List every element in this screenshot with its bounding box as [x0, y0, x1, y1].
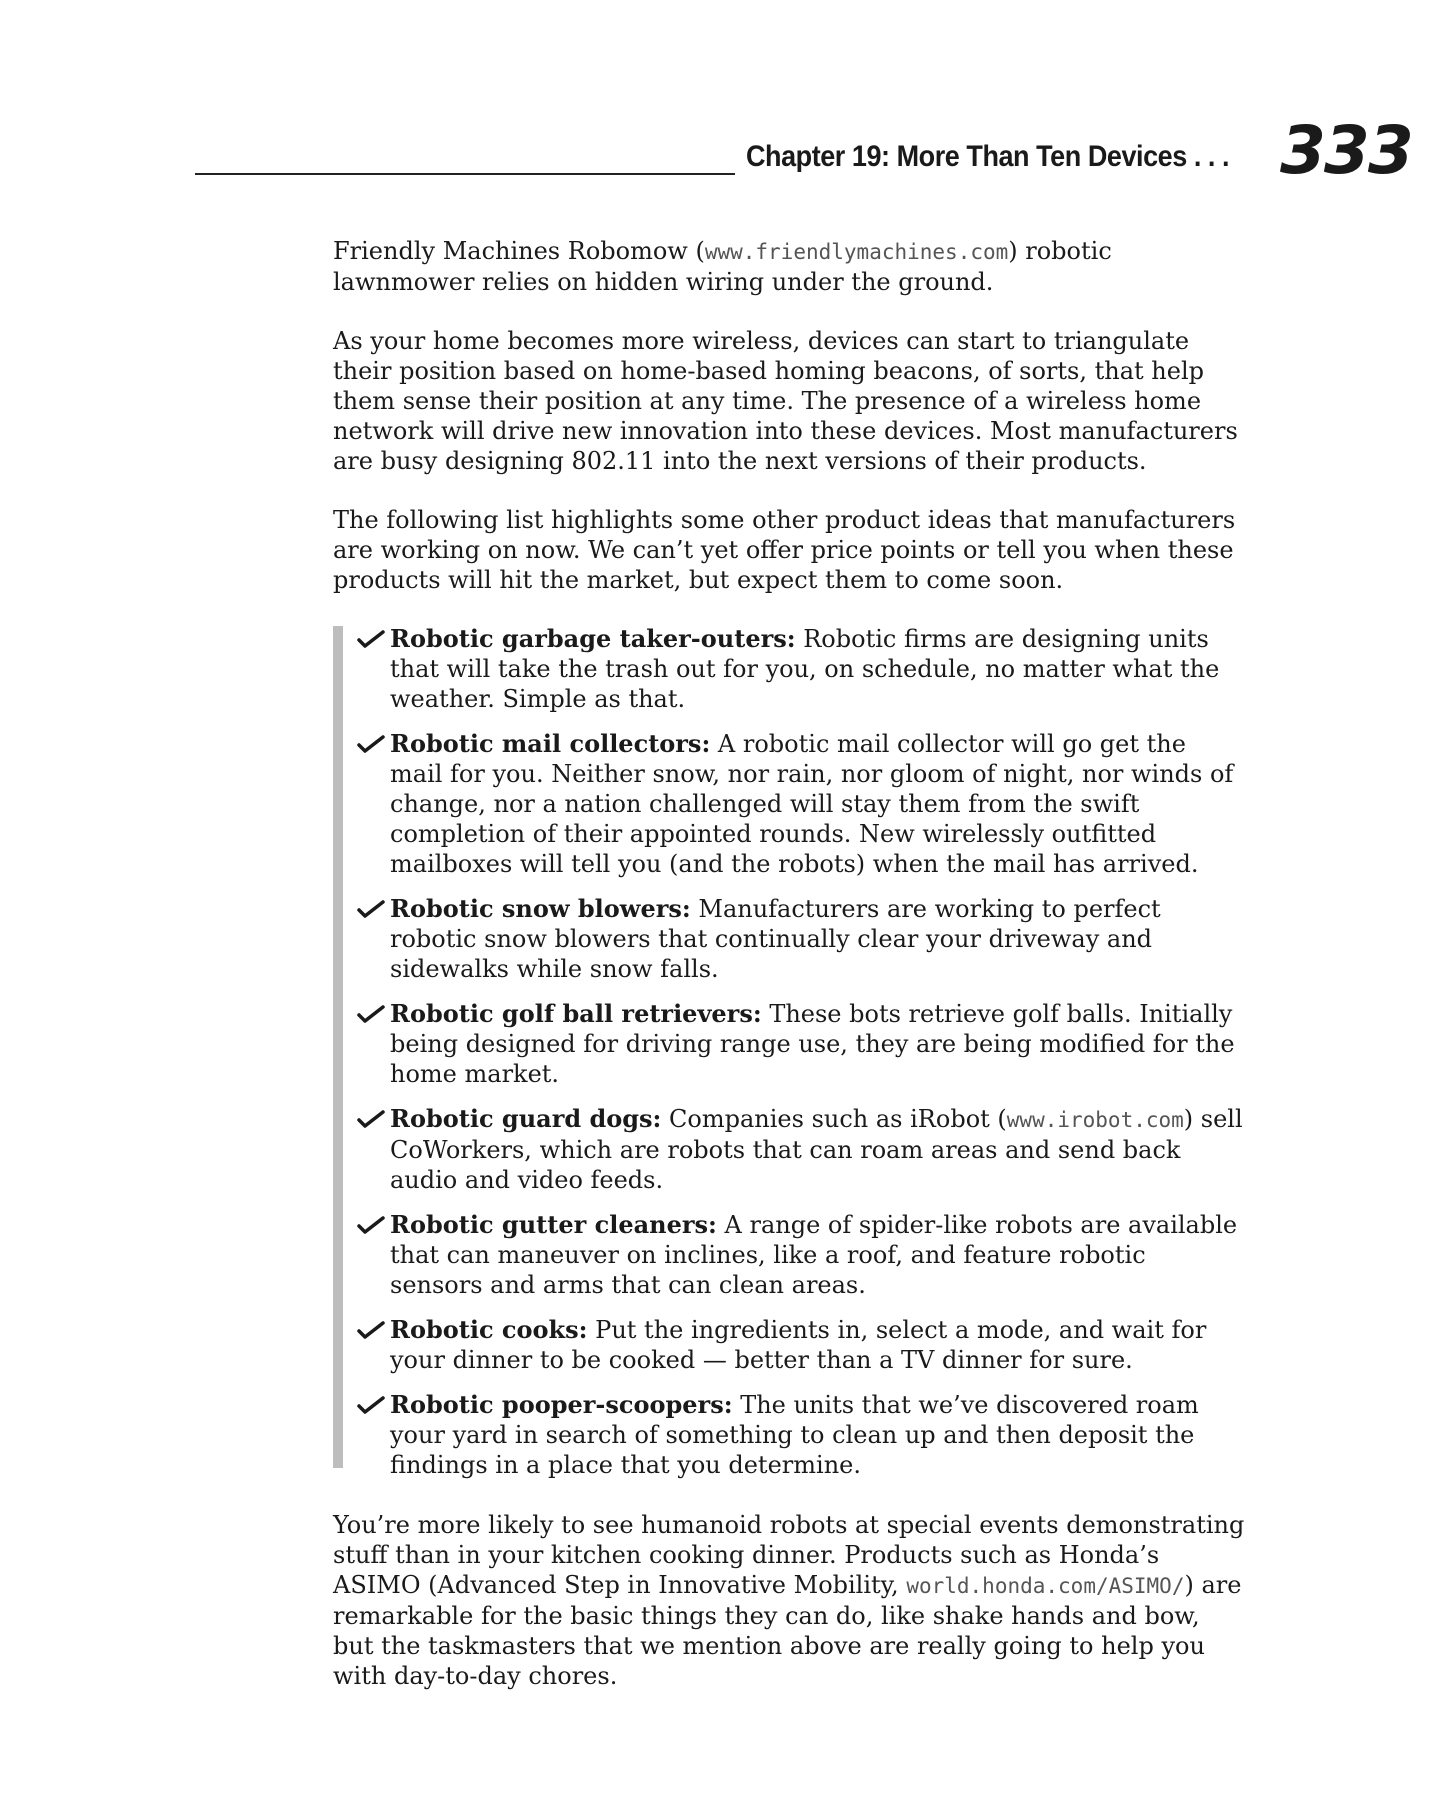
- bullet-text: Robotic firms are designing units that will take the trash out for you, on schedule, no matter what the weather. Simple as that.: [390, 625, 1220, 713]
- closing-text-1: You’re more likely to see humanoid robots at special events demonstrating stuff than in your kitchen cooking dinner. Products such as Honda’s ASIMO (Advanced Step in Innovative Mobility,: [333, 1511, 1245, 1599]
- header-rule: [195, 173, 735, 175]
- list-item: [333, 894, 1245, 984]
- intro-paragraph-3: The following list highlights some other product ideas that manufacturers are working on now. We can’t yet offer price points or tell you when these products will hit the market, but expect them to come soon.: [333, 506, 1236, 594]
- bullet-text-continued: ) sell CoWorkers, which are robots that can roam areas and send back audio and video feeds.: [390, 1105, 1243, 1194]
- honda-url: world.honda.com/ASIMO/: [906, 1574, 1185, 1598]
- friendlymachines-url: www.friendlymachines.com: [704, 240, 1009, 264]
- intro-p1-text: Friendly Machines Robomow (: [333, 237, 705, 265]
- bullet-text: Put the ingredients in, select a mode, and wait for your dinner to be cooked — better than a TV dinner for sure.: [390, 1316, 1207, 1374]
- list-item: [333, 1315, 1245, 1375]
- intro-p1-rest: ) robotic lawnmower relies on hidden wiring under the ground.: [333, 237, 1112, 296]
- irobot-url: www.irobot.com: [1006, 1108, 1184, 1132]
- page-body: [333, 236, 1245, 1720]
- bullet-term: Robotic guard dogs:: [390, 1104, 662, 1133]
- checkmark-icon: [357, 899, 385, 919]
- bullet-text: A robotic mail collector will go get the mail for you. Neither snow, nor rain, nor gloom of night, nor winds of change, nor a nation challenged will stay them from the swift completion of their appointed rounds. New wirelessly outfitted mailboxes will tell you (and the robots) when the mail has arrived.: [390, 730, 1234, 878]
- bullet-term: Robotic cooks:: [390, 1315, 588, 1344]
- list-item: [333, 999, 1245, 1089]
- bullet-text: The units that we’ve discovered roam your yard in search of something to clean up and then deposit the findings in a place that you determine.: [390, 1391, 1199, 1479]
- checkmark-icon: [357, 629, 385, 649]
- bullet-term: Robotic mail collectors:: [390, 729, 711, 758]
- bullet-text: A range of spider-like robots are available that can maneuver on inclines, like a roof, and feature robotic sensors and arms that can clean areas.: [390, 1211, 1238, 1299]
- chapter-title: Chapter 19: More Than Ten Devices . . .: [746, 140, 1230, 173]
- list-item: [333, 1390, 1245, 1480]
- intro-paragraph-1: [333, 236, 1245, 297]
- list-item: [333, 729, 1245, 879]
- bullet-term: Robotic garbage taker-outers:: [390, 624, 796, 653]
- list-item: [333, 624, 1245, 714]
- checkmark-icon: [357, 734, 385, 754]
- bullet-term: Robotic pooper-scoopers:: [390, 1390, 733, 1419]
- robot-bullet-list: [333, 624, 1245, 1480]
- bullet-term: Robotic snow blowers:: [390, 894, 691, 923]
- bullet-term: Robotic gutter cleaners:: [390, 1210, 717, 1239]
- intro-paragraph-2: As your home becomes more wireless, devices can start to triangulate their position based on home-based homing beacons, of sorts, that help them sense their position at any time. The presence of a wireless home network will drive new innovation into these devices. Most manufacturers are busy designing 802.11 into the next versions of their products.: [333, 327, 1238, 475]
- bullet-text: These bots retrieve golf balls. Initially being designed for driving range use, they are being modified for the home market.: [390, 1000, 1235, 1088]
- checkmark-icon: [357, 1109, 385, 1129]
- page-number: 333: [1280, 112, 1412, 189]
- checkmark-icon: [357, 1320, 385, 1340]
- checkmark-icon: [357, 1004, 385, 1024]
- list-item: [333, 1210, 1245, 1300]
- closing-paragraph: [333, 1510, 1245, 1691]
- list-item: [333, 1104, 1245, 1195]
- checkmark-icon: [357, 1215, 385, 1235]
- bullet-text: Manufacturers are working to perfect robotic snow blowers that continually clear your driveway and sidewalks while snow falls.: [390, 895, 1161, 983]
- checkmark-icon: [357, 1395, 385, 1415]
- closing-text-2: ) are remarkable for the basic things they can do, like shake hands and bow, but the taskmasters that we mention above are really going to help you with day-to-day chores.: [333, 1571, 1242, 1690]
- bullet-term: Robotic golf ball retrievers:: [390, 999, 762, 1028]
- bullet-text: Companies such as iRobot (: [661, 1105, 1007, 1133]
